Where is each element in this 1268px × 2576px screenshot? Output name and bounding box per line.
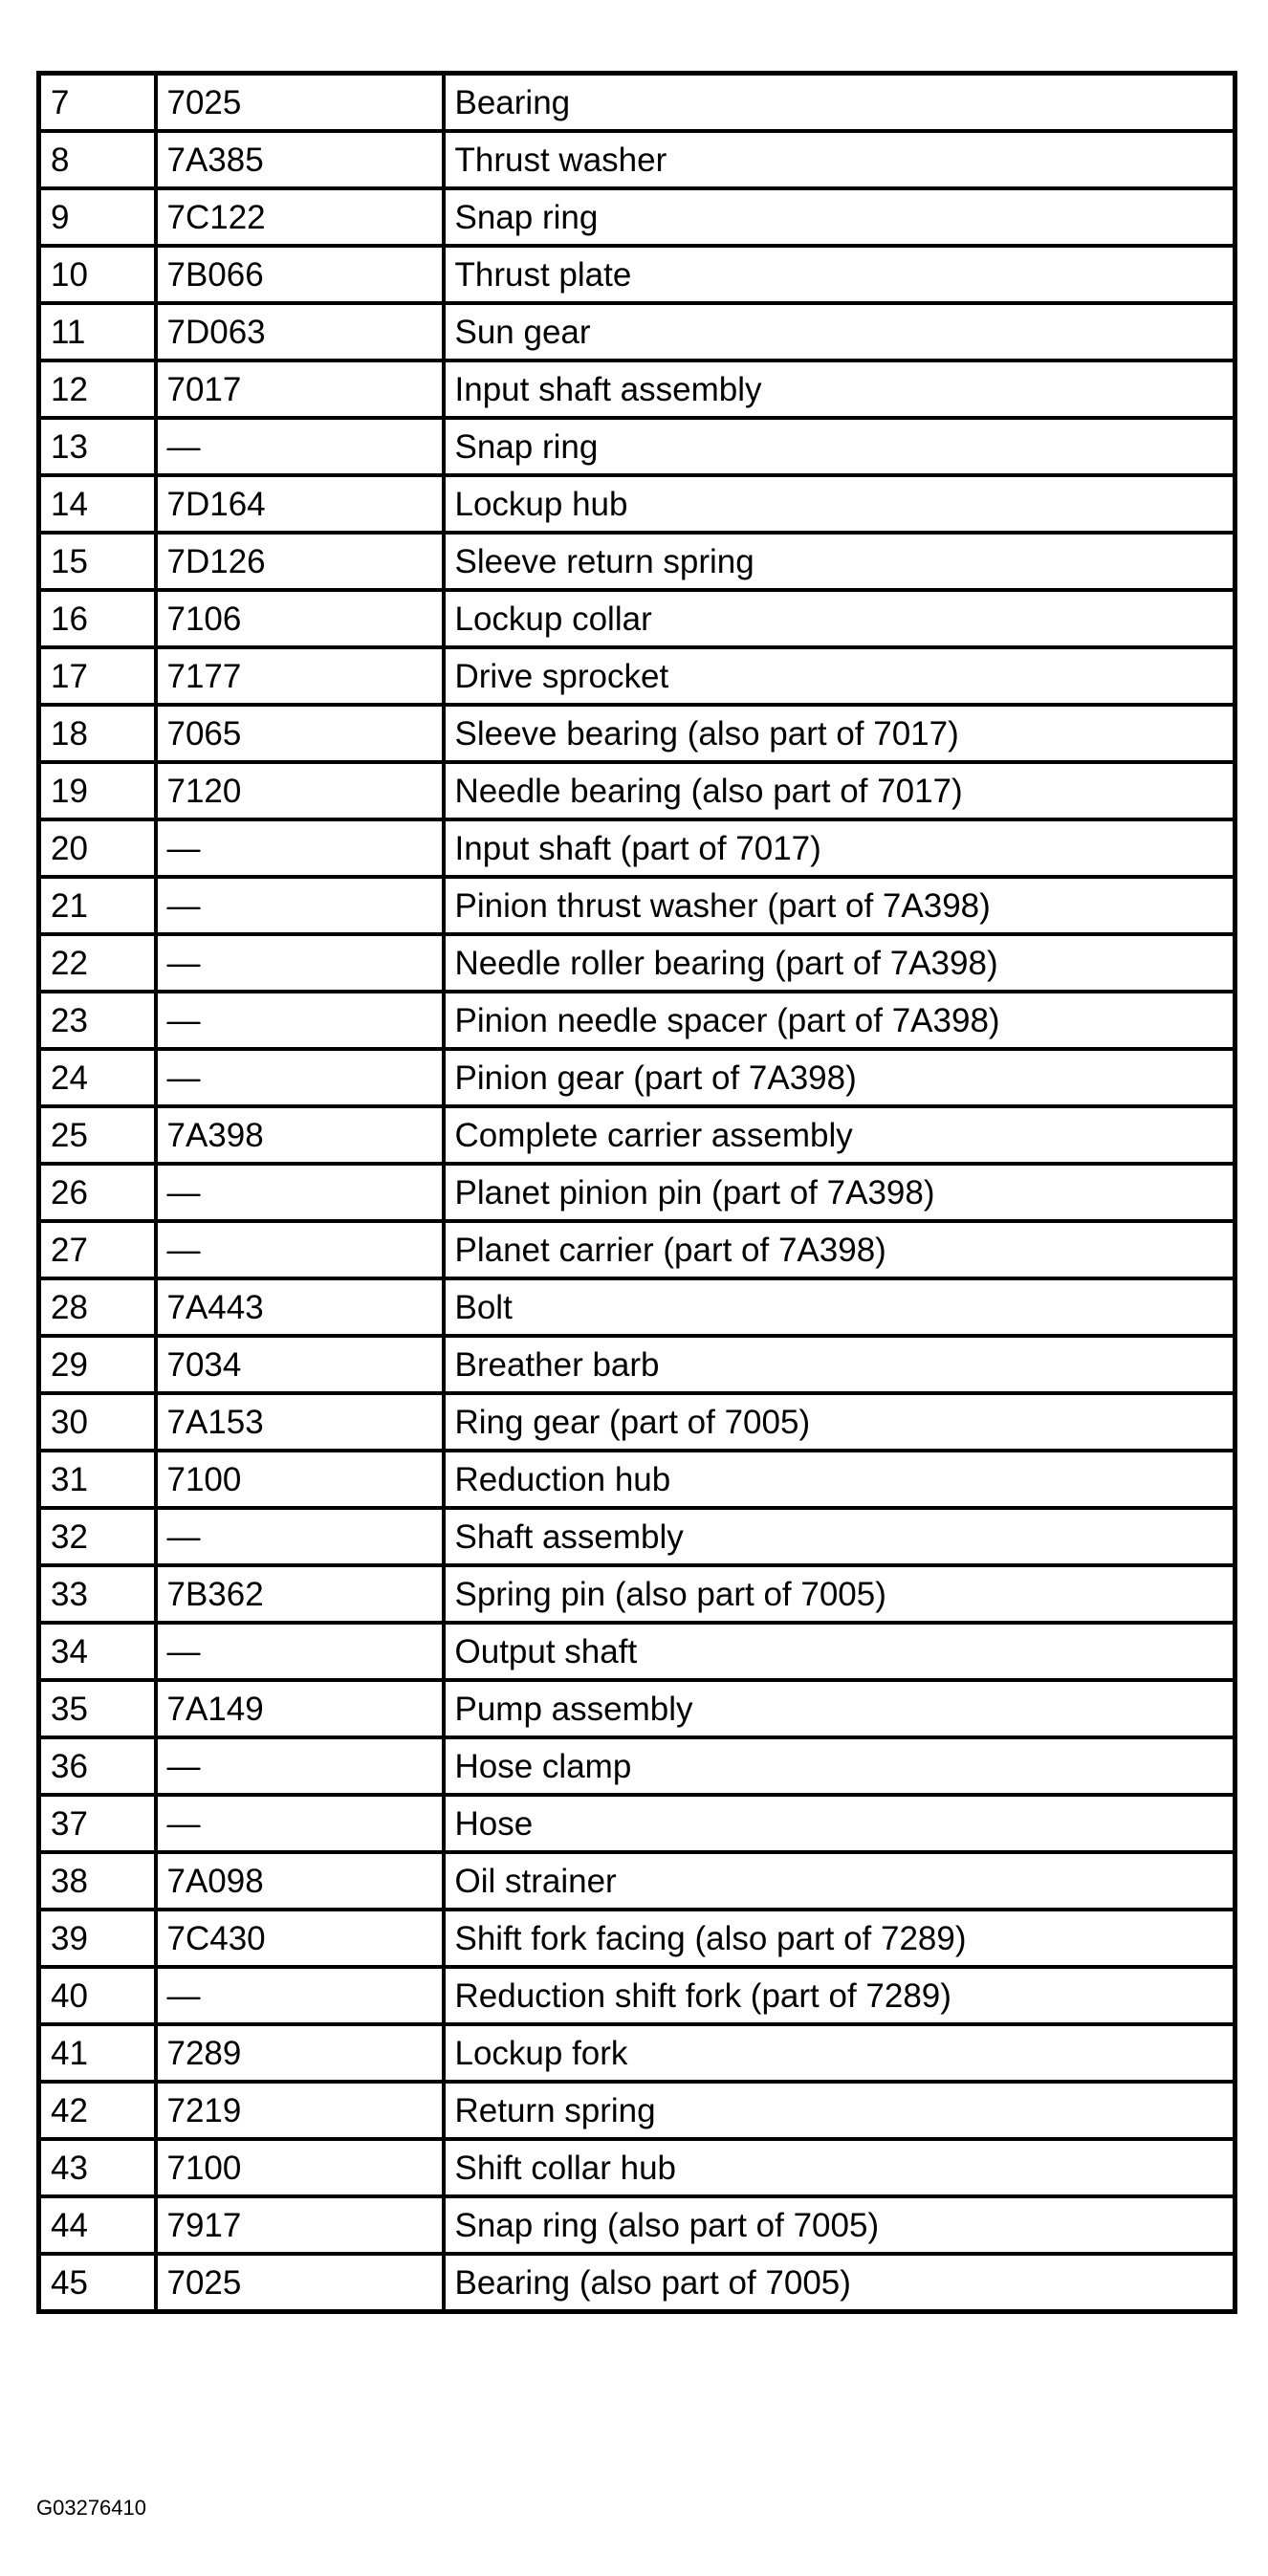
part-number-cell: — [156, 1967, 444, 2024]
description-cell: Return spring [444, 2082, 1235, 2139]
description-cell: Hose [444, 1795, 1235, 1852]
description-cell: Sleeve return spring [444, 533, 1235, 590]
part-number-cell: — [156, 1623, 444, 1680]
description-cell: Breather barb [444, 1336, 1235, 1393]
item-number-cell: 33 [39, 1565, 156, 1623]
description-cell: Oil strainer [444, 1852, 1235, 1910]
table-row [39, 2254, 1235, 2312]
item-number-cell: 12 [39, 360, 156, 418]
item-number-cell: 21 [39, 877, 156, 934]
part-number-cell: 7A153 [156, 1393, 444, 1451]
table-row [39, 1795, 1235, 1852]
table-row [39, 934, 1235, 992]
description-cell: Complete carrier assembly [444, 1106, 1235, 1164]
description-cell: Sun gear [444, 303, 1235, 360]
part-number-cell: 7177 [156, 647, 444, 705]
table-row [39, 1393, 1235, 1451]
item-number-cell: 37 [39, 1795, 156, 1852]
item-number-cell: 44 [39, 2196, 156, 2254]
description-cell: Reduction hub [444, 1451, 1235, 1508]
description-cell: Output shaft [444, 1623, 1235, 1680]
description-cell: Bearing (also part of 7005) [444, 2254, 1235, 2312]
item-number-cell: 34 [39, 1623, 156, 1680]
description-cell: Shaft assembly [444, 1508, 1235, 1565]
part-number-cell: — [156, 1164, 444, 1221]
part-number-cell: 7B362 [156, 1565, 444, 1623]
description-cell: Lockup hub [444, 475, 1235, 533]
description-cell: Needle bearing (also part of 7017) [444, 762, 1235, 819]
part-number-cell: — [156, 992, 444, 1049]
table-row [39, 1106, 1235, 1164]
part-number-cell: 7A098 [156, 1852, 444, 1910]
item-number-cell: 9 [39, 188, 156, 246]
table-row [39, 762, 1235, 819]
item-number-cell: 27 [39, 1221, 156, 1278]
part-number-cell: 7C430 [156, 1910, 444, 1967]
part-number-cell: 7D126 [156, 533, 444, 590]
description-cell: Snap ring [444, 418, 1235, 475]
part-number-cell: 7025 [156, 74, 444, 132]
parts-table [36, 71, 1237, 2314]
item-number-cell: 24 [39, 1049, 156, 1106]
part-number-cell: — [156, 1508, 444, 1565]
table-row [39, 1623, 1235, 1680]
description-cell: Planet pinion pin (part of 7A398) [444, 1164, 1235, 1221]
table-row [39, 1565, 1235, 1623]
table-row [39, 1737, 1235, 1795]
item-number-cell: 43 [39, 2139, 156, 2196]
description-cell: Bearing [444, 74, 1235, 132]
item-number-cell: 42 [39, 2082, 156, 2139]
item-number-cell: 26 [39, 1164, 156, 1221]
item-number-cell: 11 [39, 303, 156, 360]
table-row [39, 1221, 1235, 1278]
part-number-cell: 7120 [156, 762, 444, 819]
item-number-cell: 20 [39, 819, 156, 877]
table-row [39, 877, 1235, 934]
part-number-cell: 7017 [156, 360, 444, 418]
item-number-cell: 38 [39, 1852, 156, 1910]
part-number-cell: 7917 [156, 2196, 444, 2254]
description-cell: Planet carrier (part of 7A398) [444, 1221, 1235, 1278]
item-number-cell: 29 [39, 1336, 156, 1393]
part-number-cell: — [156, 1221, 444, 1278]
part-number-cell: — [156, 1795, 444, 1852]
part-number-cell: — [156, 418, 444, 475]
item-number-cell: 18 [39, 705, 156, 762]
item-number-cell: 31 [39, 1451, 156, 1508]
table-row [39, 1336, 1235, 1393]
table-row [39, 1278, 1235, 1336]
item-number-cell: 30 [39, 1393, 156, 1451]
description-cell: Lockup fork [444, 2024, 1235, 2082]
figure-id: G03276410 [36, 2496, 146, 2520]
table-row [39, 533, 1235, 590]
table-row [39, 2139, 1235, 2196]
description-cell: Snap ring [444, 188, 1235, 246]
description-cell: Pump assembly [444, 1680, 1235, 1737]
part-number-cell: 7C122 [156, 188, 444, 246]
item-number-cell: 36 [39, 1737, 156, 1795]
item-number-cell: 45 [39, 2254, 156, 2312]
table-row [39, 1852, 1235, 1910]
item-number-cell: 22 [39, 934, 156, 992]
description-cell: Hose clamp [444, 1737, 1235, 1795]
part-number-cell: 7289 [156, 2024, 444, 2082]
part-number-cell: 7A398 [156, 1106, 444, 1164]
table-row [39, 1680, 1235, 1737]
item-number-cell: 19 [39, 762, 156, 819]
part-number-cell: 7A443 [156, 1278, 444, 1336]
table-row [39, 1451, 1235, 1508]
table-row [39, 992, 1235, 1049]
description-cell: Lockup collar [444, 590, 1235, 647]
item-number-cell: 10 [39, 246, 156, 303]
description-cell: Pinion thrust washer (part of 7A398) [444, 877, 1235, 934]
description-cell: Input shaft (part of 7017) [444, 819, 1235, 877]
table-row [39, 418, 1235, 475]
item-number-cell: 39 [39, 1910, 156, 1967]
table-row [39, 2082, 1235, 2139]
description-cell: Input shaft assembly [444, 360, 1235, 418]
table-row [39, 705, 1235, 762]
part-number-cell: — [156, 877, 444, 934]
description-cell: Spring pin (also part of 7005) [444, 1565, 1235, 1623]
description-cell: Needle roller bearing (part of 7A398) [444, 934, 1235, 992]
item-number-cell: 40 [39, 1967, 156, 2024]
part-number-cell: 7B066 [156, 246, 444, 303]
part-number-cell: 7106 [156, 590, 444, 647]
part-number-cell: 7219 [156, 2082, 444, 2139]
part-number-cell: 7025 [156, 2254, 444, 2312]
part-number-cell: 7100 [156, 2139, 444, 2196]
part-number-cell: — [156, 1049, 444, 1106]
part-number-cell: — [156, 819, 444, 877]
part-number-cell: 7100 [156, 1451, 444, 1508]
table-row [39, 1508, 1235, 1565]
table-row [39, 819, 1235, 877]
parts-table-body [39, 74, 1235, 2312]
part-number-cell: 7D164 [156, 475, 444, 533]
table-row [39, 475, 1235, 533]
table-row [39, 131, 1235, 188]
table-row [39, 2024, 1235, 2082]
part-number-cell: 7A385 [156, 131, 444, 188]
description-cell: Thrust washer [444, 131, 1235, 188]
table-row [39, 1164, 1235, 1221]
part-number-cell: 7D063 [156, 303, 444, 360]
table-row [39, 74, 1235, 132]
part-number-cell: 7A149 [156, 1680, 444, 1737]
part-number-cell: — [156, 934, 444, 992]
item-number-cell: 32 [39, 1508, 156, 1565]
description-cell: Ring gear (part of 7005) [444, 1393, 1235, 1451]
item-number-cell: 25 [39, 1106, 156, 1164]
table-row [39, 647, 1235, 705]
part-number-cell: 7065 [156, 705, 444, 762]
description-cell: Sleeve bearing (also part of 7017) [444, 705, 1235, 762]
description-cell: Snap ring (also part of 7005) [444, 2196, 1235, 2254]
table-row [39, 1967, 1235, 2024]
item-number-cell: 15 [39, 533, 156, 590]
table-row [39, 246, 1235, 303]
table-row [39, 590, 1235, 647]
item-number-cell: 41 [39, 2024, 156, 2082]
item-number-cell: 28 [39, 1278, 156, 1336]
part-number-cell: 7034 [156, 1336, 444, 1393]
description-cell: Bolt [444, 1278, 1235, 1336]
item-number-cell: 14 [39, 475, 156, 533]
item-number-cell: 23 [39, 992, 156, 1049]
description-cell: Pinion needle spacer (part of 7A398) [444, 992, 1235, 1049]
item-number-cell: 35 [39, 1680, 156, 1737]
part-number-cell: — [156, 1737, 444, 1795]
table-row [39, 2196, 1235, 2254]
description-cell: Shift fork facing (also part of 7289) [444, 1910, 1235, 1967]
description-cell: Reduction shift fork (part of 7289) [444, 1967, 1235, 2024]
item-number-cell: 8 [39, 131, 156, 188]
item-number-cell: 13 [39, 418, 156, 475]
table-row [39, 1910, 1235, 1967]
description-cell: Pinion gear (part of 7A398) [444, 1049, 1235, 1106]
item-number-cell: 17 [39, 647, 156, 705]
table-row [39, 1049, 1235, 1106]
description-cell: Thrust plate [444, 246, 1235, 303]
item-number-cell: 7 [39, 74, 156, 132]
table-row [39, 303, 1235, 360]
table-row [39, 188, 1235, 246]
description-cell: Shift collar hub [444, 2139, 1235, 2196]
item-number-cell: 16 [39, 590, 156, 647]
table-row [39, 360, 1235, 418]
description-cell: Drive sprocket [444, 647, 1235, 705]
